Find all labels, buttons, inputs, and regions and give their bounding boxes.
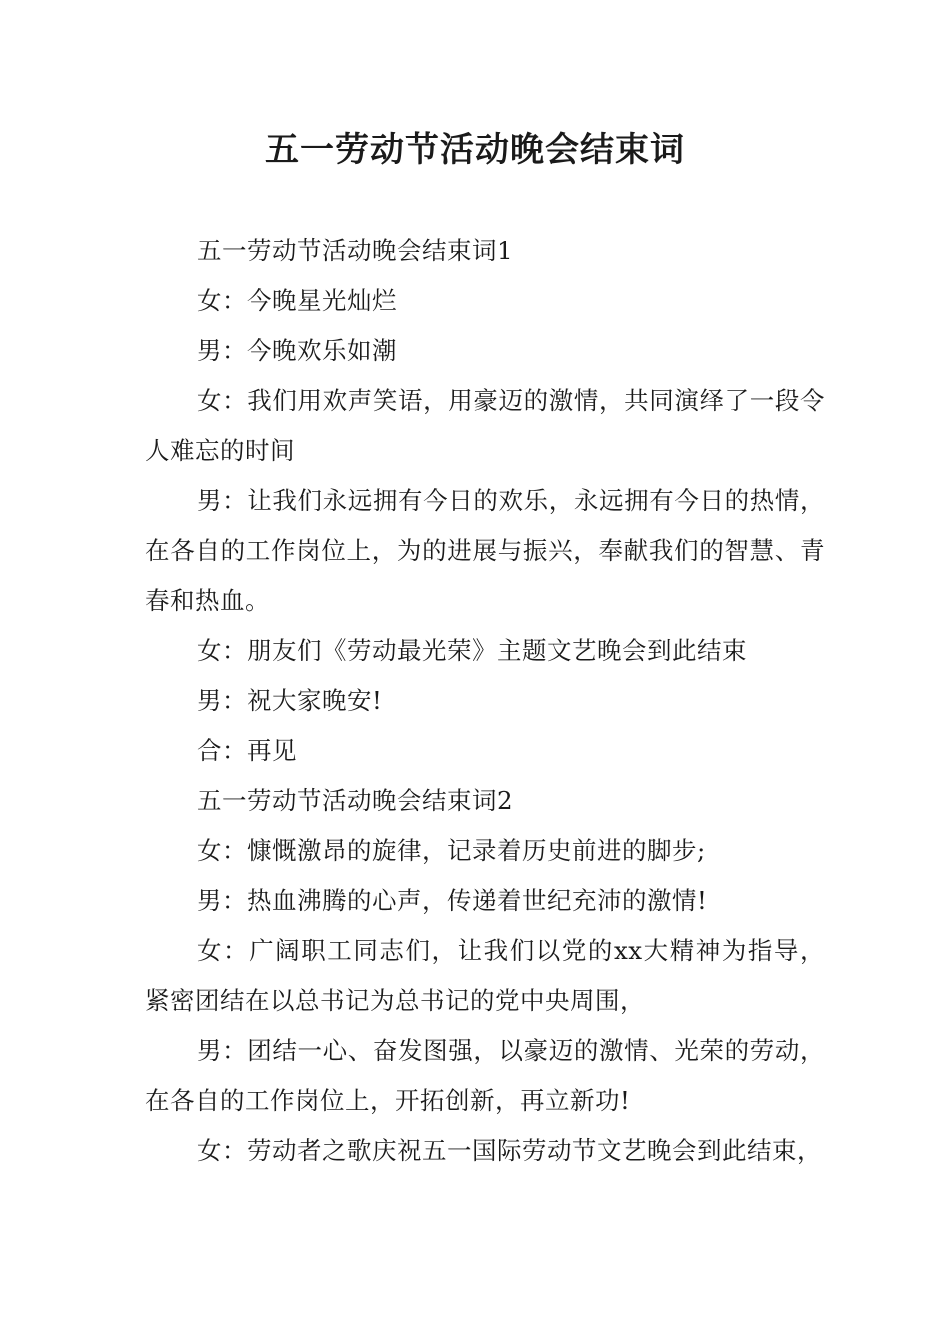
paragraph-section-heading: 五一劳动节活动晚会结束词1 [197, 236, 514, 265]
document-body [145, 226, 825, 1176]
document-title: 五一劳动节活动晚会结束词 [265, 130, 685, 170]
paragraph-line: 合：再见 [197, 736, 297, 765]
paragraph-section-heading: 五一劳动节活动晚会结束词2 [197, 786, 514, 815]
paragraph-line: 女：朋友们《劳动最光荣》主题文艺晚会到此结束 [197, 636, 747, 665]
paragraph-line: 女：慷慨激昂的旋律，记录着历史前进的脚步; [197, 836, 706, 865]
paragraph-line: 女：广阔职工同志们，让我们以党的xx大精神为指导，紧密团结在以总书记为总书记的党中央周围， [145, 936, 825, 1015]
paragraph-line: 女：劳动者之歌庆祝五一国际劳动节文艺晚会到此结束， [197, 1136, 822, 1165]
paragraph-line: 男：祝大家晚安! [197, 686, 383, 715]
paragraph-line: 男：让我们永远拥有今日的欢乐，永远拥有今日的热情，在各自的工作岗位上，为的进展与振兴，奉献我们的智慧、青春和热血。 [145, 486, 825, 615]
paragraph-line: 男：团结一心、奋发图强，以豪迈的激情、光荣的劳动，在各自的工作岗位上，开拓创新，再立新功! [145, 1036, 825, 1115]
paragraph-line: 女：我们用欢声笑语，用豪迈的激情，共同演绎了一段令人难忘的时间 [145, 386, 825, 465]
paragraph-line: 男：今晚欢乐如潮 [197, 336, 397, 365]
paragraph-line: 女：今晚星光灿烂 [197, 286, 397, 315]
paragraph-line: 男：热血沸腾的心声，传递着世纪充沛的激情! [197, 886, 708, 915]
